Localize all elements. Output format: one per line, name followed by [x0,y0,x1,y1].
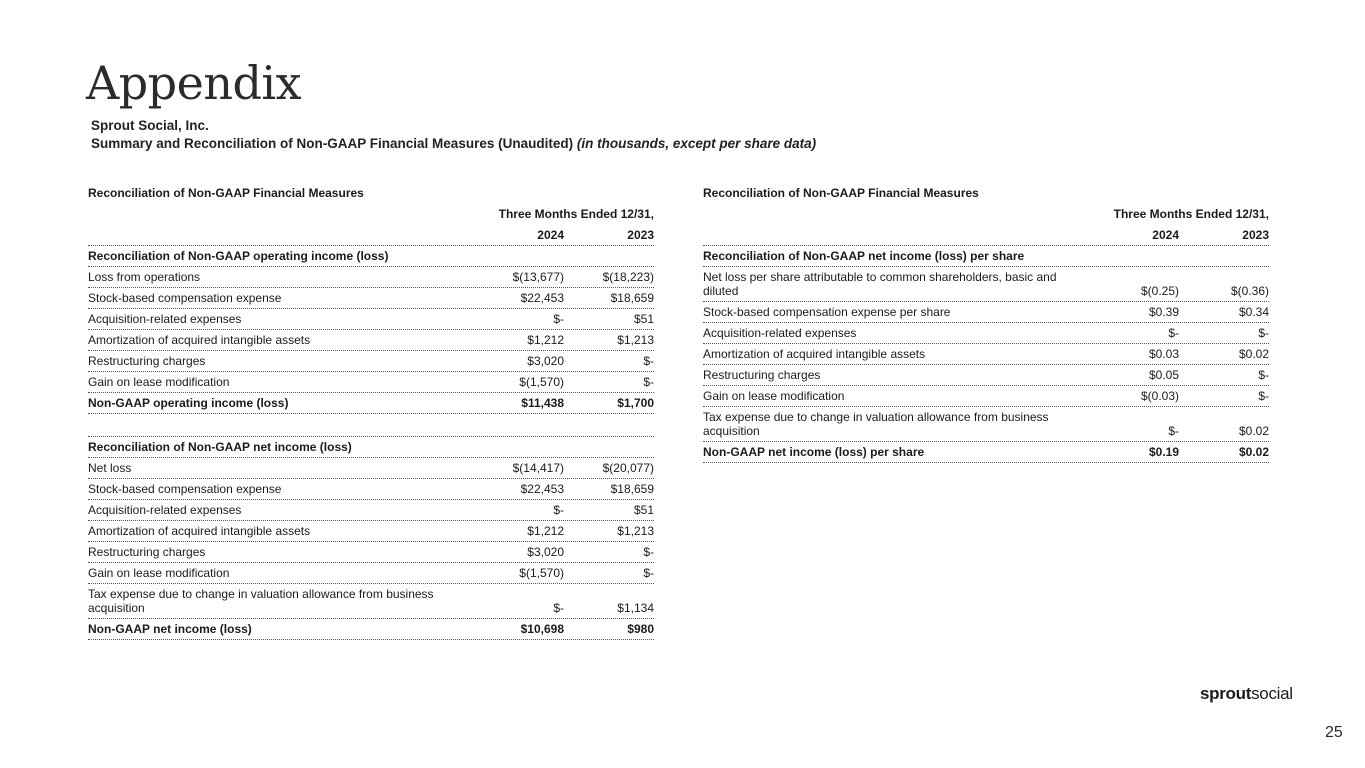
value-2023: $- [1258,326,1269,340]
row-label: Acquisition-related expenses [88,503,242,517]
value-2024: $22,453 [520,482,564,496]
year-2023: 2023 [627,228,654,242]
value-2024: $- [553,503,564,517]
table-row [88,500,654,521]
row-label: Reconciliation of Non-GAAP net income (loss) per share [703,249,1025,263]
value-2024: $- [1168,424,1179,438]
table-row [88,267,654,288]
logo-light: social [1251,684,1293,703]
row-label: Acquisition-related expenses [703,326,857,340]
value-2023: $18,659 [610,482,654,496]
value-2024: $10,698 [520,622,564,636]
table-row [88,563,654,584]
period-label: Three Months Ended 12/31, [498,207,654,221]
subtitle [91,136,816,151]
value-2024: $1,212 [527,524,564,538]
value-2023: $0.02 [1238,445,1269,459]
value-2023: $(0.36) [1230,284,1269,298]
table-rows [703,246,1269,463]
table-row [703,302,1269,323]
row-label: Stock-based compensation expense [88,482,282,496]
table-row [88,288,654,309]
value-2023: $(20,077) [602,461,654,475]
row-label: Gain on lease modification [88,375,230,389]
value-2023: $0.34 [1238,305,1269,319]
value-2024: $(14,417) [512,461,564,475]
table-row [88,619,654,640]
value-2023: $1,213 [617,333,654,347]
value-2024: $(13,677) [512,270,564,284]
value-2023: $18,659 [610,291,654,305]
value-2024: $22,453 [520,291,564,305]
row-label: Tax expense due to change in valuation allowance from business acquisition [703,410,1049,438]
value-2023: $1,134 [617,601,654,615]
value-2023: $1,700 [617,396,654,410]
row-label: Amortization of acquired intangible assets [88,333,311,347]
value-2023: $- [643,354,654,368]
page-title: Appendix [86,56,302,110]
value-2023: $- [1258,368,1269,382]
period-label: Three Months Ended 12/31, [1113,207,1269,221]
row-label [88,430,474,433]
value-2023: $51 [633,312,654,326]
table-row [703,267,1269,302]
row-label: Net loss per share attributable to common shareholders, basic and diluted [703,270,1057,298]
row-label: Loss from operations [88,270,201,284]
row-label: Non-GAAP operating income (loss) [88,396,289,410]
value-2023: $- [643,545,654,559]
value-2023: $- [1258,389,1269,403]
table-row [703,323,1269,344]
row-label: Non-GAAP net income (loss) [88,622,252,636]
value-2024: $0.03 [1148,347,1179,361]
table-row [88,372,654,393]
value-2023: $980 [627,622,654,636]
value-2024: $3,020 [527,354,564,368]
table-row [88,584,654,619]
subtitle-note: (in thousands, except per share data) [576,136,817,151]
value-2023: $51 [633,503,654,517]
section-header-row [88,437,654,458]
table-row [88,351,654,372]
row-label: Amortization of acquired intangible assets [88,524,311,538]
table-row [88,479,654,500]
value-2023: $0.02 [1238,347,1269,361]
section-header-row [703,246,1269,267]
row-label: Tax expense due to change in valuation allowance from business acquisition [88,587,434,615]
row-label: Stock-based compensation expense [88,291,282,305]
value-2024: $(1,570) [519,566,564,580]
row-label: Reconciliation of Non-GAAP net income (loss) [88,440,352,454]
value-2023: $- [643,566,654,580]
value-2023: $- [643,375,654,389]
row-label: Non-GAAP net income (loss) per share [703,445,925,459]
value-2024: $(0.25) [1140,284,1179,298]
row-label: Reconciliation of Non-GAAP operating income (loss) [88,249,389,263]
value-2024: $11,438 [521,396,564,410]
table-row [88,542,654,563]
sproutsocial-logo [1200,684,1293,704]
value-2024: $0.05 [1148,368,1179,382]
spacer-row [88,414,654,437]
value-2024: $- [553,601,564,615]
logo-bold: sprout [1200,684,1252,703]
value-2023: $1,213 [617,524,654,538]
value-2024: $0.39 [1148,305,1179,319]
row-label: Stock-based compensation expense per share [703,305,951,319]
year-2023: 2023 [1242,228,1269,242]
value-2024: $(1,570) [519,375,564,389]
value-2024: $1,212 [527,333,564,347]
row-label: Restructuring charges [88,354,206,368]
row-label: Restructuring charges [88,545,206,559]
table-row [88,458,654,479]
table-header: Reconciliation of Non-GAAP Financial Measures [703,186,979,200]
value-2023: $(18,223) [602,270,654,284]
subtitle-main: Summary and Reconciliation of Non-GAAP Financial Measures (Unaudited) [91,136,574,151]
year-2024: 2024 [1152,228,1179,242]
table-row [88,309,654,330]
row-label: Restructuring charges [703,368,821,382]
table-rows [88,246,654,640]
table-left [88,186,654,640]
company-name: Sprout Social, Inc. [91,118,209,133]
row-label: Net loss [88,461,132,475]
row-label: Gain on lease modification [88,566,230,580]
page-number: 25 [1325,724,1343,741]
value-2024: $0.19 [1148,445,1179,459]
table-right [703,186,1269,463]
table-row [703,344,1269,365]
value-2023: $0.02 [1238,424,1269,438]
table-header: Reconciliation of Non-GAAP Financial Measures [88,186,364,200]
table-row [703,386,1269,407]
section-header-row [88,246,654,267]
value-2024: $3,020 [527,545,564,559]
row-label: Amortization of acquired intangible assets [703,347,926,361]
year-header-row [703,228,1269,246]
value-2024: $(0.03) [1140,389,1179,403]
value-2024: $- [1168,326,1179,340]
table-row [88,521,654,542]
table-row [703,407,1269,442]
table-row [703,442,1269,463]
year-header-row [88,228,654,246]
table-row [88,330,654,351]
table-row [703,365,1269,386]
year-2024: 2024 [537,228,564,242]
row-label: Acquisition-related expenses [88,312,242,326]
value-2024: $- [553,312,564,326]
table-row [88,393,654,414]
row-label: Gain on lease modification [703,389,845,403]
